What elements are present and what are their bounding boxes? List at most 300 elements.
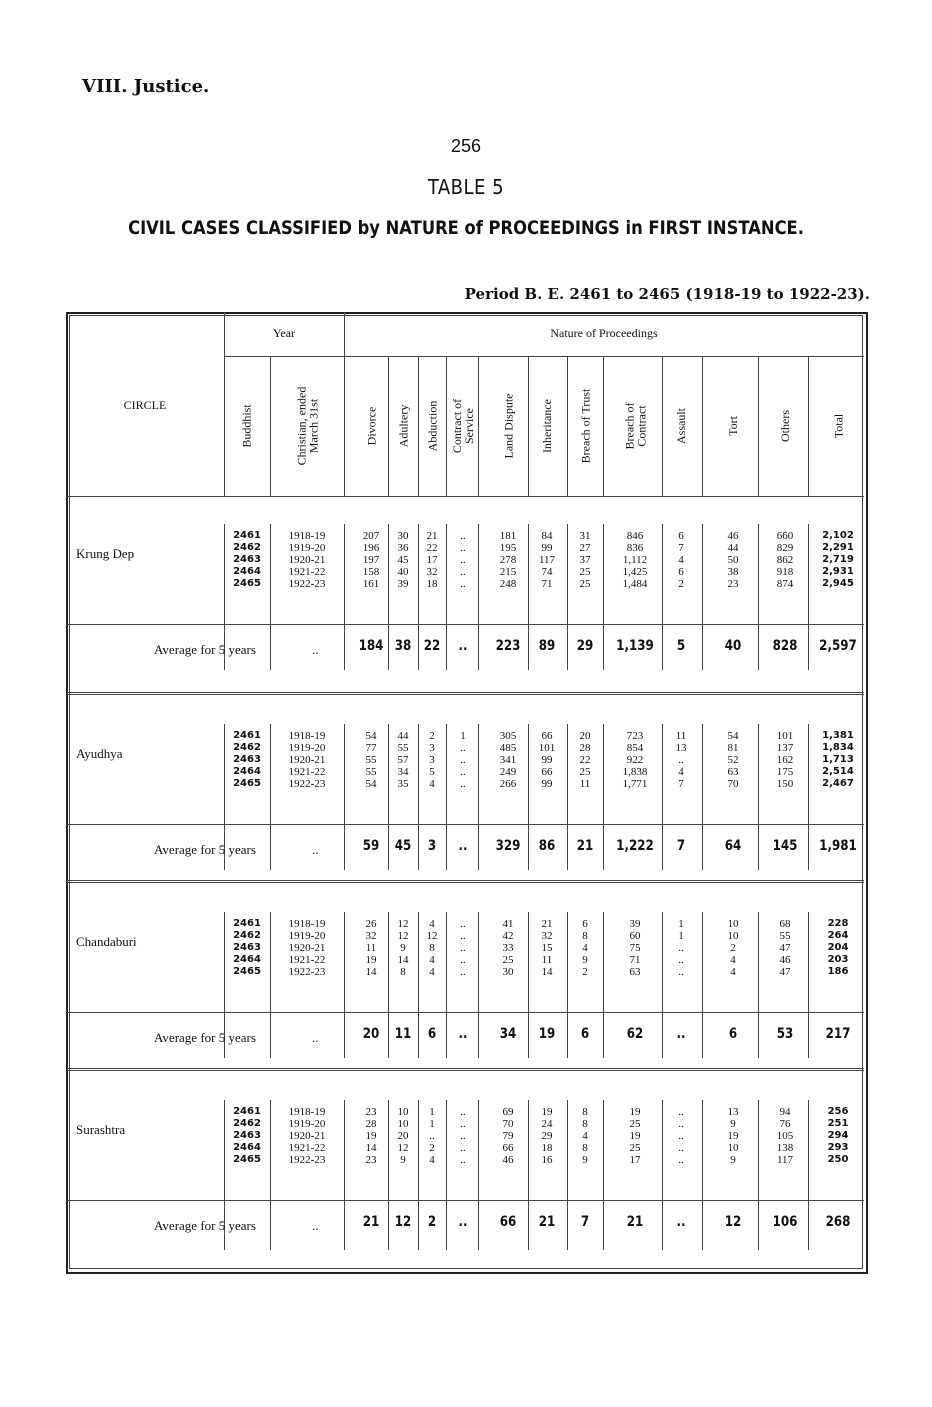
- data-cell: 18: [541, 1142, 553, 1154]
- average-cell: ..: [676, 1026, 686, 1042]
- data-cell: ..: [460, 930, 466, 942]
- data-cell: 21: [541, 918, 553, 930]
- christian-year: 1918-19: [288, 730, 326, 742]
- christian-year: 1922-23: [288, 1154, 326, 1166]
- data-cell: 69: [502, 1106, 514, 1118]
- civil-cases-table: [66, 312, 866, 1272]
- data-cell: 66: [541, 730, 553, 742]
- data-cell: 52: [727, 754, 739, 766]
- data-cell: ..: [460, 742, 466, 754]
- average-cell: 62: [626, 1026, 644, 1042]
- data-cell: 19: [629, 1130, 641, 1142]
- nature-col-header-11-text: Total: [831, 413, 845, 439]
- data-cell: 8: [429, 942, 435, 954]
- data-cell: 35: [397, 778, 409, 790]
- data-cell: 4: [429, 1154, 435, 1166]
- data-cell: 84: [541, 530, 553, 542]
- average-label: Average for 5 years: [154, 642, 256, 657]
- average-label: Average for 5 years: [154, 842, 256, 857]
- data-cell: 7: [678, 778, 684, 790]
- data-cell: 23: [365, 1106, 377, 1118]
- nature-col-header-8-text: Assault: [674, 408, 688, 444]
- data-cell: 829: [776, 542, 794, 554]
- nature-col-header-9-text: Tort: [725, 416, 740, 436]
- table-subtitle: CIVIL CASES CLASSIFIED by NATURE of PROCEEDINGS in FIRST INSTANCE.: [128, 217, 804, 239]
- buddhist-year: 2461: [233, 1106, 261, 1117]
- section-heading: VIII. Justice.: [82, 76, 210, 97]
- nature-col-header-10: [763, 360, 807, 492]
- block-separator: [66, 1068, 864, 1071]
- data-cell: 8: [582, 1142, 588, 1154]
- block-separator: [66, 880, 864, 883]
- column-rule: [758, 356, 759, 496]
- average-cell: 6: [728, 1026, 738, 1042]
- data-cell: 3: [429, 754, 435, 766]
- data-cell: 21: [426, 530, 438, 542]
- data-cell: 2: [730, 942, 736, 954]
- data-cell: 294: [827, 1130, 849, 1141]
- data-cell: 9: [582, 1154, 588, 1166]
- average-cell: 64: [724, 838, 742, 854]
- data-cell: 42: [502, 930, 514, 942]
- data-cell: 23: [365, 1154, 377, 1166]
- nature-col-header-5-text: Inheritance: [540, 399, 554, 453]
- data-cell: 150: [776, 778, 794, 790]
- average-cell: 3: [427, 838, 437, 854]
- data-cell: 862: [776, 554, 794, 566]
- data-cell: 70: [727, 778, 739, 790]
- data-cell: 34: [397, 766, 409, 778]
- data-cell: ..: [460, 554, 466, 566]
- data-cell: 4: [678, 766, 684, 778]
- data-cell: 44: [397, 730, 409, 742]
- buddhist-year: 2462: [233, 930, 261, 941]
- data-cell: 54: [365, 778, 377, 790]
- average-cell: 223: [495, 638, 521, 654]
- data-cell: 1,838: [622, 766, 648, 778]
- data-cell: 158: [362, 566, 380, 578]
- nature-col-header-3: [441, 360, 485, 492]
- data-cell: ..: [678, 1106, 684, 1118]
- average-cell: 7: [580, 1214, 590, 1230]
- data-cell: 20: [397, 1130, 409, 1142]
- data-cell: 14: [365, 1142, 377, 1154]
- data-cell: 9: [400, 1154, 406, 1166]
- data-cell: 6: [678, 530, 684, 542]
- buddhist-year: 2461: [233, 730, 261, 741]
- data-cell: 22: [426, 542, 438, 554]
- data-cell: ..: [460, 542, 466, 554]
- data-cell: 25: [579, 766, 591, 778]
- data-cell: 1: [678, 930, 684, 942]
- data-cell: 11: [579, 778, 591, 790]
- circle-name: Chandaburi: [76, 934, 137, 949]
- average-dots: ..: [312, 1030, 319, 1045]
- data-cell: ..: [460, 530, 466, 542]
- data-cell: 9: [400, 942, 406, 954]
- average-cell: 21: [538, 1214, 556, 1230]
- data-cell: 26: [365, 918, 377, 930]
- data-cell: 293: [827, 1142, 849, 1153]
- data-cell: 341: [499, 754, 517, 766]
- nature-col-header-11: [816, 360, 860, 492]
- data-cell: 4: [429, 966, 435, 978]
- header-rule-top: [224, 356, 864, 357]
- data-cell: 24: [541, 1118, 553, 1130]
- data-cell: 266: [499, 778, 517, 790]
- average-rule: [66, 1012, 864, 1013]
- average-cell: 53: [776, 1026, 794, 1042]
- data-cell: 25: [502, 954, 514, 966]
- data-cell: 137: [776, 742, 794, 754]
- block-separator: [66, 692, 864, 695]
- average-cell: 106: [772, 1214, 798, 1230]
- data-cell: ..: [460, 918, 466, 930]
- data-cell: 32: [426, 566, 438, 578]
- christian-year: 1922-23: [288, 578, 326, 590]
- data-cell: 39: [397, 578, 409, 590]
- data-cell: 1: [429, 1106, 435, 1118]
- data-cell: 256: [827, 1106, 849, 1117]
- average-cell: ..: [458, 638, 468, 654]
- data-cell: 4: [429, 918, 435, 930]
- christian-year: 1920-21: [288, 942, 326, 954]
- data-cell: ..: [678, 1154, 684, 1166]
- data-cell: 2,467: [822, 778, 854, 789]
- data-cell: 31: [579, 530, 591, 542]
- data-cell: ..: [460, 1154, 466, 1166]
- data-cell: 38: [727, 566, 739, 578]
- data-cell: 11: [541, 954, 553, 966]
- data-cell: 20: [579, 730, 591, 742]
- nature-col-header-8: [659, 360, 703, 492]
- data-cell: 18: [426, 578, 438, 590]
- average-cell: 11: [394, 1026, 412, 1042]
- average-cell: 34: [499, 1026, 517, 1042]
- data-cell: 228: [827, 918, 849, 929]
- average-label: Average for 5 years: [154, 1030, 256, 1045]
- data-cell: 29: [541, 1130, 553, 1142]
- average-cell: 59: [362, 838, 380, 854]
- christian-year: 1918-19: [288, 530, 326, 542]
- data-cell: 12: [397, 1142, 409, 1154]
- data-cell: 25: [629, 1142, 641, 1154]
- data-cell: 99: [541, 542, 553, 554]
- data-cell: 12: [426, 930, 438, 942]
- nature-col-header-0-text: Divorce: [364, 406, 378, 446]
- buddhist-year: 2464: [233, 1142, 261, 1153]
- christian-year: 1922-23: [288, 778, 326, 790]
- data-cell: 4: [582, 1130, 588, 1142]
- data-cell: 1: [678, 918, 684, 930]
- data-cell: 55: [779, 930, 791, 942]
- data-cell: 70: [502, 1118, 514, 1130]
- data-cell: 1,112: [622, 554, 648, 566]
- data-cell: ..: [460, 578, 466, 590]
- buddhist-year: 2462: [233, 1118, 261, 1129]
- data-cell: 485: [499, 742, 517, 754]
- data-cell: 3: [429, 742, 435, 754]
- data-cell: 66: [541, 766, 553, 778]
- data-cell: 2: [582, 966, 588, 978]
- data-cell: 23: [727, 578, 739, 590]
- data-cell: 1,834: [822, 742, 854, 753]
- data-cell: 1,381: [822, 730, 854, 741]
- data-cell: ..: [460, 566, 466, 578]
- nature-col-header-9: [711, 360, 755, 492]
- data-cell: 4: [429, 778, 435, 790]
- data-cell: 4: [730, 966, 736, 978]
- column-rule: [862, 356, 863, 496]
- christian-year: 1921-22: [288, 954, 326, 966]
- data-cell: 54: [727, 730, 739, 742]
- data-cell: 1,771: [622, 778, 648, 790]
- column-rule: [270, 1100, 271, 1250]
- average-cell: 6: [580, 1026, 590, 1042]
- buddhist-year: 2463: [233, 942, 261, 953]
- data-cell: 47: [779, 942, 791, 954]
- average-cell: 145: [772, 838, 798, 854]
- data-cell: ..: [460, 1118, 466, 1130]
- christian-year: 1922-23: [288, 966, 326, 978]
- data-cell: 4: [429, 954, 435, 966]
- nature-col-header-6: [563, 360, 607, 492]
- data-cell: 4: [730, 954, 736, 966]
- average-cell: 1,139: [616, 638, 654, 654]
- data-cell: 1,484: [622, 578, 648, 590]
- christian-header-text: Christian, ended March 31st: [294, 386, 320, 466]
- data-cell: 66: [502, 1142, 514, 1154]
- data-cell: 264: [827, 930, 849, 941]
- nature-col-header-10-text: Others: [778, 410, 792, 442]
- data-cell: 19: [365, 954, 377, 966]
- buddhist-year: 2461: [233, 530, 261, 541]
- data-cell: 55: [365, 754, 377, 766]
- data-cell: 4: [678, 554, 684, 566]
- average-cell: ..: [458, 1214, 468, 1230]
- average-cell: 19: [538, 1026, 556, 1042]
- data-cell: 204: [827, 942, 849, 953]
- average-cell: ..: [458, 838, 468, 854]
- data-cell: 1: [460, 730, 466, 742]
- data-cell: 922: [626, 754, 644, 766]
- column-rule: [270, 524, 271, 670]
- data-cell: 2,291: [822, 542, 854, 553]
- data-cell: ..: [678, 1118, 684, 1130]
- column-rule: [270, 724, 271, 870]
- data-cell: ..: [460, 966, 466, 978]
- nature-col-header-6-text: Breach of Trust: [578, 388, 593, 464]
- data-cell: ..: [678, 1130, 684, 1142]
- data-cell: 2: [429, 1142, 435, 1154]
- data-cell: 16: [541, 1154, 553, 1166]
- data-cell: 11: [365, 942, 377, 954]
- data-cell: 854: [626, 742, 644, 754]
- data-cell: ..: [460, 1130, 466, 1142]
- circle-name: Krung Dep: [76, 546, 135, 561]
- data-cell: 9: [730, 1118, 736, 1130]
- year-header: Year: [272, 326, 296, 340]
- data-cell: ..: [460, 1142, 466, 1154]
- data-cell: 175: [776, 766, 794, 778]
- average-dots: ..: [312, 642, 319, 657]
- data-cell: 9: [582, 954, 588, 966]
- data-cell: 71: [541, 578, 553, 590]
- data-cell: 99: [541, 778, 553, 790]
- nature-col-header-1-text: Adultery: [396, 404, 410, 448]
- data-cell: 161: [362, 578, 380, 590]
- data-cell: 8: [582, 1106, 588, 1118]
- data-cell: 32: [541, 930, 553, 942]
- data-cell: 7: [678, 542, 684, 554]
- nature-col-header-4-text: Land Dispute: [501, 393, 515, 459]
- data-cell: 2,931: [822, 566, 854, 577]
- average-rule: [66, 1200, 864, 1201]
- average-cell: 12: [394, 1214, 412, 1230]
- data-cell: 1,713: [822, 754, 854, 765]
- christian-year: 1919-20: [288, 1118, 326, 1130]
- average-cell: 5: [676, 638, 686, 654]
- christian-year: 1920-21: [288, 754, 326, 766]
- nature-col-header-7-text: Breach of Contract: [622, 402, 649, 450]
- buddhist-year: 2462: [233, 742, 261, 753]
- data-cell: 13: [675, 742, 687, 754]
- nature-col-header-4: [486, 360, 530, 492]
- data-cell: 44: [727, 542, 739, 554]
- average-cell: 1,981: [819, 838, 857, 854]
- data-cell: 19: [541, 1106, 553, 1118]
- average-cell: 12: [724, 1214, 742, 1230]
- data-cell: 138: [776, 1142, 794, 1154]
- data-cell: 15: [541, 942, 553, 954]
- data-cell: 77: [365, 742, 377, 754]
- average-cell: 22: [423, 638, 441, 654]
- circle-header: CIRCLE: [123, 398, 167, 412]
- average-cell: 2,597: [819, 638, 857, 654]
- data-cell: 25: [579, 566, 591, 578]
- data-cell: 50: [727, 554, 739, 566]
- circle-name: Surashtra: [76, 1122, 126, 1137]
- table-title: TABLE 5: [427, 175, 505, 199]
- data-cell: 117: [538, 554, 556, 566]
- data-cell: 45: [397, 554, 409, 566]
- nature-header: Nature of Proceedings: [550, 326, 658, 340]
- data-cell: 36: [397, 542, 409, 554]
- average-cell: 217: [825, 1026, 851, 1042]
- buddhist-year: 2463: [233, 754, 261, 765]
- data-cell: 2,514: [822, 766, 854, 777]
- data-cell: 305: [499, 730, 517, 742]
- buddhist-year: 2463: [233, 554, 261, 565]
- buddhist-year: 2464: [233, 566, 261, 577]
- christian-year: 1920-21: [288, 1130, 326, 1142]
- average-dots: ..: [312, 1218, 319, 1233]
- data-cell: 10: [397, 1118, 409, 1130]
- average-cell: 7: [676, 838, 686, 854]
- average-cell: 45: [394, 838, 412, 854]
- column-rule: [270, 356, 271, 496]
- data-cell: 197: [362, 554, 380, 566]
- data-cell: 101: [538, 742, 556, 754]
- data-cell: 17: [629, 1154, 641, 1166]
- data-cell: 2: [429, 730, 435, 742]
- data-cell: 4: [582, 942, 588, 954]
- data-cell: 71: [629, 954, 641, 966]
- data-cell: 2,945: [822, 578, 854, 589]
- data-cell: 28: [365, 1118, 377, 1130]
- data-cell: 10: [727, 1142, 739, 1154]
- data-cell: 874: [776, 578, 794, 590]
- data-cell: 17: [426, 554, 438, 566]
- buddhist-year: 2461: [233, 918, 261, 929]
- data-cell: 2,719: [822, 554, 854, 565]
- data-cell: 57: [397, 754, 409, 766]
- data-cell: 251: [827, 1118, 849, 1129]
- data-cell: ..: [678, 754, 684, 766]
- average-cell: ..: [676, 1214, 686, 1230]
- buddhist-year: 2465: [233, 578, 261, 589]
- buddhist-header-text: Buddhist: [240, 404, 254, 448]
- data-cell: 37: [579, 554, 591, 566]
- data-cell: 162: [776, 754, 794, 766]
- data-cell: 32: [365, 930, 377, 942]
- data-cell: 203: [827, 954, 849, 965]
- data-cell: 101: [776, 730, 794, 742]
- average-rule: [66, 624, 864, 625]
- data-cell: ..: [678, 966, 684, 978]
- data-cell: 25: [629, 1118, 641, 1130]
- christian-year: 1919-20: [288, 742, 326, 754]
- data-cell: 75: [629, 942, 641, 954]
- data-cell: 40: [397, 566, 409, 578]
- average-cell: 38: [394, 638, 412, 654]
- column-rule: [270, 912, 271, 1058]
- data-cell: ..: [460, 766, 466, 778]
- buddhist-year: 2462: [233, 542, 261, 553]
- buddhist-year: 2464: [233, 766, 261, 777]
- average-cell: 29: [576, 638, 594, 654]
- data-cell: 723: [626, 730, 644, 742]
- data-cell: ..: [460, 754, 466, 766]
- christian-year: 1921-22: [288, 1142, 326, 1154]
- data-cell: 79: [502, 1130, 514, 1142]
- data-cell: 8: [400, 966, 406, 978]
- data-cell: 195: [499, 542, 517, 554]
- data-cell: 76: [779, 1118, 791, 1130]
- data-cell: 918: [776, 566, 794, 578]
- nature-col-header-7: [613, 360, 657, 492]
- average-cell: 184: [358, 638, 384, 654]
- data-cell: 74: [541, 566, 553, 578]
- data-cell: ..: [678, 942, 684, 954]
- data-cell: ..: [460, 942, 466, 954]
- data-cell: 10: [727, 918, 739, 930]
- data-cell: 186: [827, 966, 849, 977]
- data-cell: 12: [397, 930, 409, 942]
- christian-header: [272, 360, 342, 492]
- data-cell: 55: [397, 742, 409, 754]
- data-cell: 8: [582, 1118, 588, 1130]
- data-cell: 8: [582, 930, 588, 942]
- data-cell: 6: [678, 566, 684, 578]
- buddhist-year: 2465: [233, 778, 261, 789]
- data-cell: 81: [727, 742, 739, 754]
- average-cell: ..: [458, 1026, 468, 1042]
- data-cell: 54: [365, 730, 377, 742]
- data-cell: 117: [776, 1154, 794, 1166]
- data-cell: 14: [365, 966, 377, 978]
- data-cell: 846: [626, 530, 644, 542]
